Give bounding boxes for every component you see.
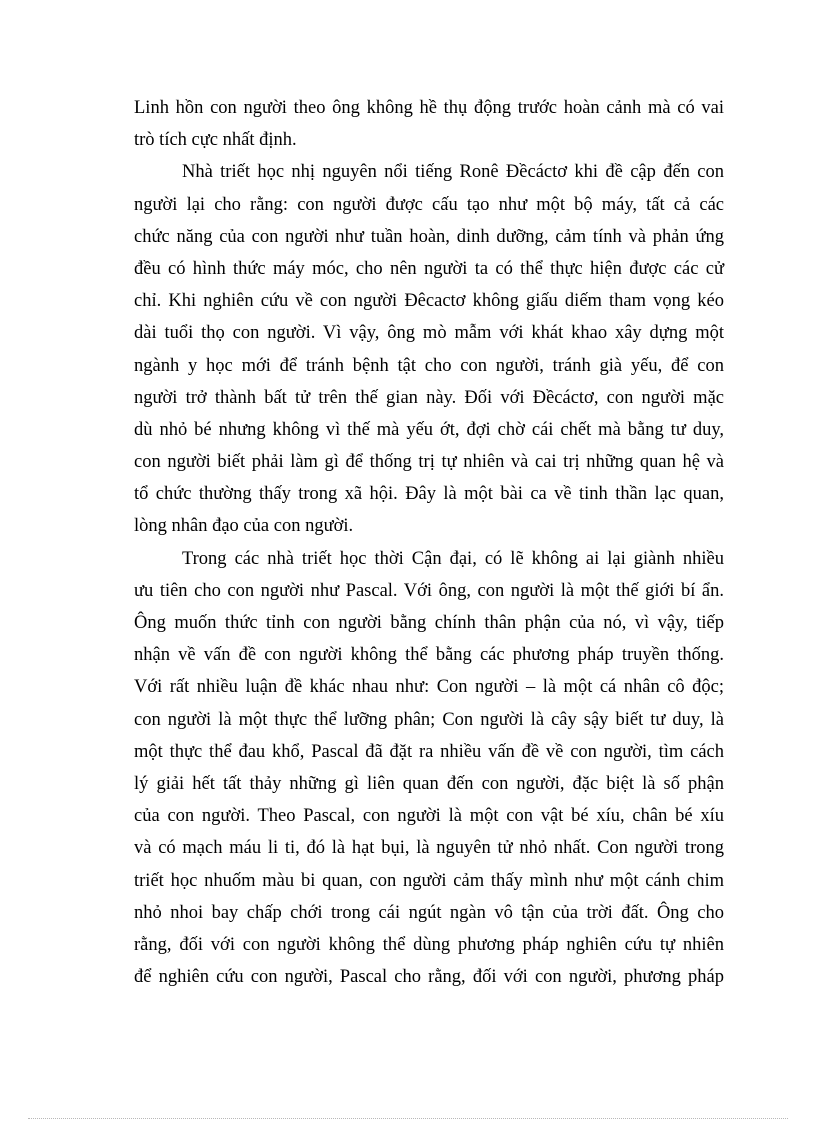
text-line: và có mạch máu li ti, đó là hạt bụi, là nguyên tử nhỏ nhất. Con người trong: [134, 838, 724, 859]
text-line: ưu tiên cho con người như Pascal. Với ông, con người là một thế giới bí ẩn.: [134, 580, 724, 601]
text-line: một thực thể đau khổ, Pascal đã đặt ra nhiều vấn đề về con người, tìm cách: [134, 741, 724, 762]
text-line: Ông muốn thức tỉnh con người bằng chính thân phận của nó, vì vậy, tiếp: [134, 613, 724, 633]
text-line: ngành y học mới để tránh bệnh tật cho con người, tránh già yếu, để con: [134, 355, 724, 376]
text-line: nhỏ nhoi bay chấp chới trong cái ngút ngàn vô tận của trời đất. Ông cho: [134, 902, 724, 923]
text-line: con người là một thực thể lưỡng phân; Con người là cây sậy biết tư duy, là: [134, 709, 724, 730]
text-line: đều có hình thức máy móc, cho nên người ta có thể thực hiện được các cử: [134, 258, 724, 279]
text-line: trò tích cực nhất định.: [134, 130, 297, 151]
body-text: [134, 92, 724, 993]
text-line: dù nhỏ bé nhưng không vì thế mà yếu ớt, đợi chờ cái chết mà bằng tư duy,: [134, 419, 724, 440]
text-line: triết học nhuốm màu bi quan, con người cảm thấy mình như một cánh chim: [134, 870, 724, 891]
text-line: Linh hồn con người theo ông không hề thụ động trước hoàn cảnh mà có vai: [134, 98, 724, 118]
text-line: người trở thành bất tử trên thế gian này. Đối với Đềcáctơ, con người mặc: [134, 387, 724, 408]
paragraph-first-line: Nhà triết học nhị nguyên nổi tiếng Ronê Đềcáctơ khi đề cập đến con: [182, 162, 724, 183]
text-line: lý giải hết tất thảy những gì liên quan đến con người, đặc biệt là số phận: [134, 773, 724, 794]
text-line: của con người. Theo Pascal, con người là một con vật bé xíu, chân bé xíu: [134, 806, 724, 827]
text-line: dài tuổi thọ con người. Vì vậy, ông mò mẫm với khát khao xây dựng một: [134, 323, 724, 344]
text-line: để nghiên cứu con người, Pascal cho rằng, đối với con người, phương pháp: [134, 967, 724, 988]
text-line: lòng nhân đạo của con người.: [134, 516, 354, 537]
paragraph-first-line: Trong các nhà triết học thời Cận đại, có lẽ không ai lại giành nhiều: [182, 548, 724, 569]
text-line: người lại cho rằng: con người được cấu tạo như một bộ máy, tất cả các: [134, 194, 724, 215]
text-line: chỉ. Khi nghiên cứu về con người Đêcactơ không giấu diếm tham vọng kéo: [134, 291, 724, 312]
page-bottom-divider: [28, 1118, 788, 1119]
text-line: Với rất nhiều luận đề khác nhau như: Con người – là một cá nhân cô độc;: [134, 677, 724, 698]
text-line: nhận về vấn đề con người không thể bằng các phương pháp truyền thống.: [134, 645, 724, 666]
text-line: rằng, đối với con người không thể dùng phương pháp nghiên cứu tự nhiên: [134, 934, 724, 955]
text-line: chức năng của con người như tuần hoàn, dinh dưỡng, cảm tính và phản ứng: [134, 226, 724, 247]
text-line: con người biết phải làm gì để thống trị tự nhiên và cai trị những quan hệ và: [134, 452, 724, 473]
text-line: tổ chức thường thấy trong xã hội. Đây là một bài ca về tinh thần lạc quan,: [134, 484, 724, 505]
